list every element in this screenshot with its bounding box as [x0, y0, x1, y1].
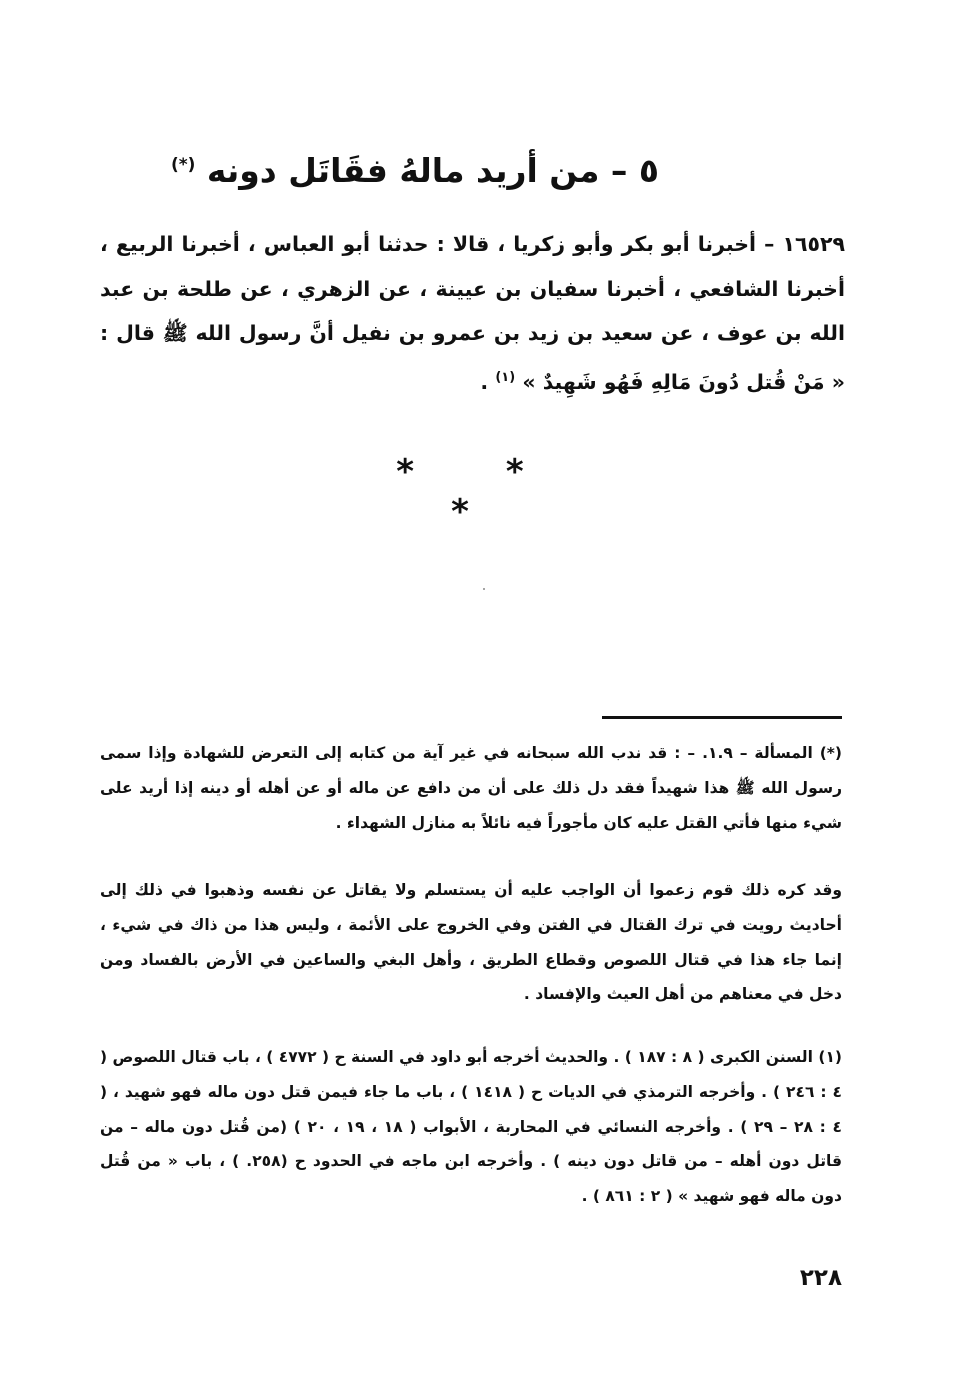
footnote-star-paragraph-1: (*) المسألة – ١.٩. – : قد ندب الله سبحانه في غير آية من كتابه إلى التعرض للشهادة وإذا سمى رسول الله ﷺ هذا شهيداً فقد دل ذلك على أن من دافع عن ماله أو عن أهله أو دينه إذا أريد على شيء منها فأتي القتل عليه كان مأجوراً فيه نائلاً به منازل الشهداء . — [100, 744, 842, 832]
page-number: ٢٢٨ — [799, 1265, 842, 1291]
scan-speck — [483, 588, 485, 590]
hadith-footnote-ref: (١) — [495, 369, 516, 385]
chapter-title — [100, 140, 730, 196]
footnote-divider — [602, 716, 842, 719]
footnote-one-text: (١) السنن الكبرى ( ٨ : ١٨٧ ) . والحديث أخرجه أبو داود في السنة ح ( ٤٧٧٢ ) ، باب قتال اللصوص ( ٤ : ٢٤٦ ) . وأخرجه الترمذي في الديات ح ( ١٤١٨ ) ، باب ما جاء فيمن قتل دون ماله فهو شهيد ، ( ٤ : ٢٨ – ٢٩ ) . وأخرجه النسائي في المحاربة ، الأبواب ( ١٨ ، ١٩ ، ٢٠ ) (من قُتل دون ماله – من قاتل دون أهله – من قاتل دون دينه ) . وأخرجه ابن ماجه في الحدود ح (٢٥٨. ) ، باب « من قُتل دون ماله فهو شهيد » ( ٢ : ٨٦١ ) . — [100, 1048, 842, 1206]
hadith-end: . — [480, 369, 489, 394]
chapter-footnote-marker: (*) — [170, 155, 196, 175]
footnote-star-2 — [100, 873, 842, 1012]
hadith-paragraph — [100, 222, 845, 404]
hadith-text: ١٦٥٢٩ – أخبرنا أبو بكر وأبو زكريا ، قالا : حدثنا أبو العباس ، أخبرنا الربيع ، أخبرنا الشافعي ، أخبرنا سفيان بن عيينة ، عن الزهري ، عن طلحة بن عبد الله بن عوف ، عن سعيد بن زيد بن عمرو بن نفيل أنَّ رسول الله ﷺ قال : « مَنْ قُتل دُونَ مَالِهِ فَهُو شَهِيدٌ » — [100, 232, 845, 394]
section-separator: * * * — [396, 452, 564, 532]
footnote-one — [100, 1040, 842, 1214]
chapter-title-text: ٥ – من أريد مالهُ فقَاتَل دونه — [206, 151, 660, 190]
footnote-star-paragraph-2: وقد كره ذلك قوم زعموا أن الواجب عليه أن يستسلم ولا يقاتل عن نفسه وذهبوا في ذلك إلى أحاديث رويت في ترك القتال في الفتن وفي الخروج على الأئمة ، وليس هذا من ذاك في شيء ، إنما جاء هذا في قتال اللصوص وقطاع الطريق ، وأهل البغي والساعين في الأرض بالفساد ومن دخل في معناهم من أهل العيث والإفساد . — [100, 881, 842, 1004]
footnote-star-1 — [100, 736, 842, 840]
